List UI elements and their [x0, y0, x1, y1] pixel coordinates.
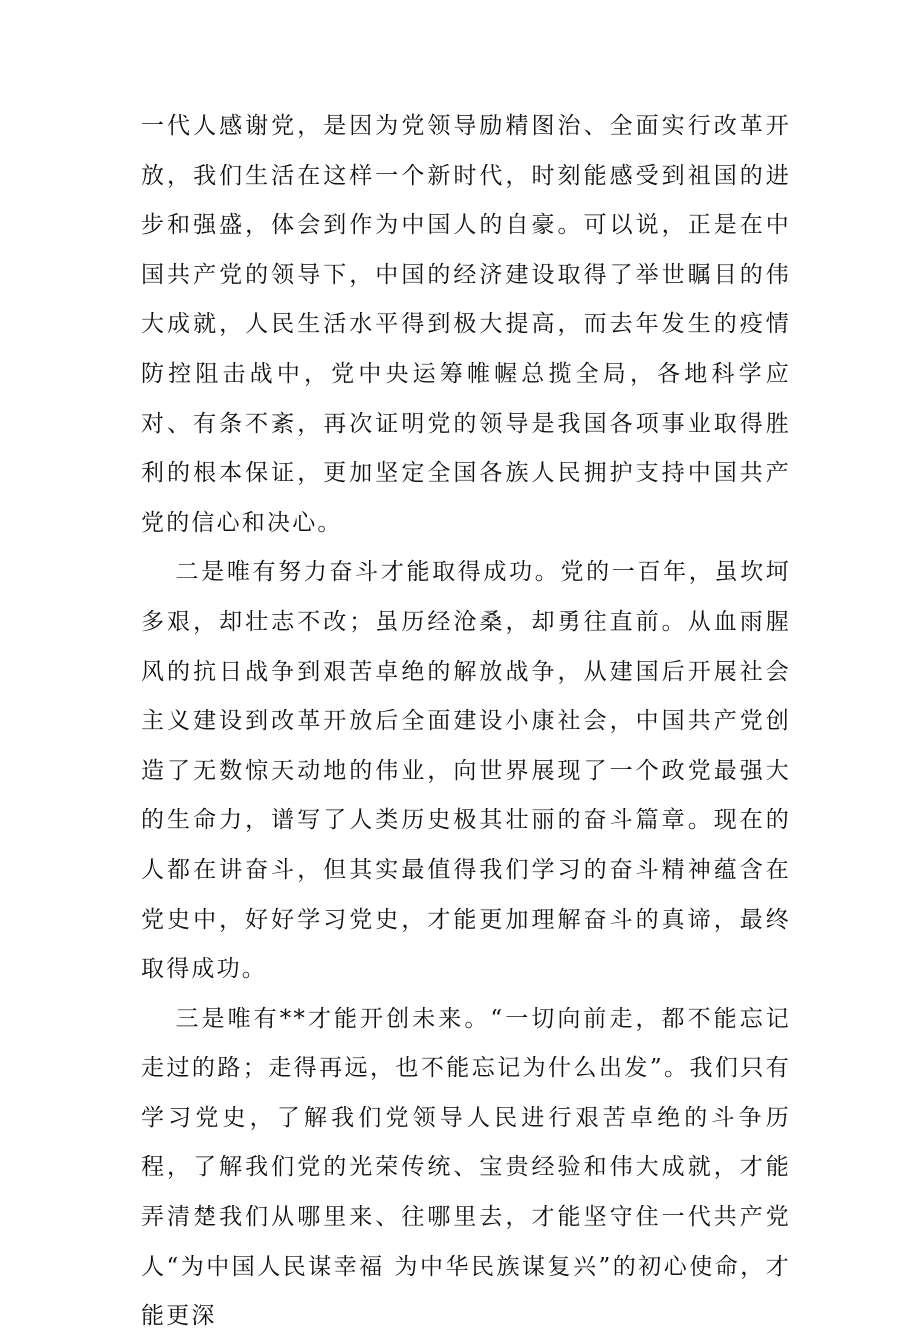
paragraph-continued: 一代人感谢党，是因为党领导励精图治、全面实行改革开放，我们生活在这样一个新时代，时刻能感受到祖国的进步和强盛，体会到作为中国人的自豪。可以说，正是在中国共产党的领导下，中国的经济建设取得了举世瞩目的伟大成就，人民生活水平得到极大提高，而去年发生的疫情防控阻击战中，党中央运筹帷幄总揽全局，各地科学应对、有条不紊，再次证明党的领导是我国各项事业取得胜利的根本保证，更加坚定全国各族人民拥护支持中国共产党的信心和决心。 [141, 113, 791, 536]
body-text [141, 102, 791, 1342]
paragraph-point-three: 三是唯有**才能开创未来。“一切向前走，都不能忘记走过的路；走得再远，也不能忘记为什么出发”。我们只有学习党史，了解我们党领导人民进行艰苦卓绝的斗争历程，了解我们党的光荣传统、宝贵经验和伟大成就，才能弄清楚我们从哪里来、往哪里去，才能坚守住一代共产党人“为中国人民谋幸福 为中华民族谋复兴”的初心使命，才能更深 [141, 1005, 791, 1330]
paragraph-point-two: 二是唯有努力奋斗才能取得成功。党的一百年，虽坎坷多艰，却壮志不改；虽历经沧桑，却勇往直前。从血雨腥风的抗日战争到艰苦卓绝的解放战争，从建国后开展社会主义建设到改革开放后全面建设小康社会，中国共产党创造了无数惊天动地的伟业，向世界展现了一个政党最强大的生命力，谱写了人类历史极其壮丽的奋斗篇章。现在的人都在讲奋斗，但其实最值得我们学习的奋斗精神蕴含在党史中，好好学习党史，才能更加理解奋斗的真谛，最终取得成功。 [141, 559, 791, 983]
